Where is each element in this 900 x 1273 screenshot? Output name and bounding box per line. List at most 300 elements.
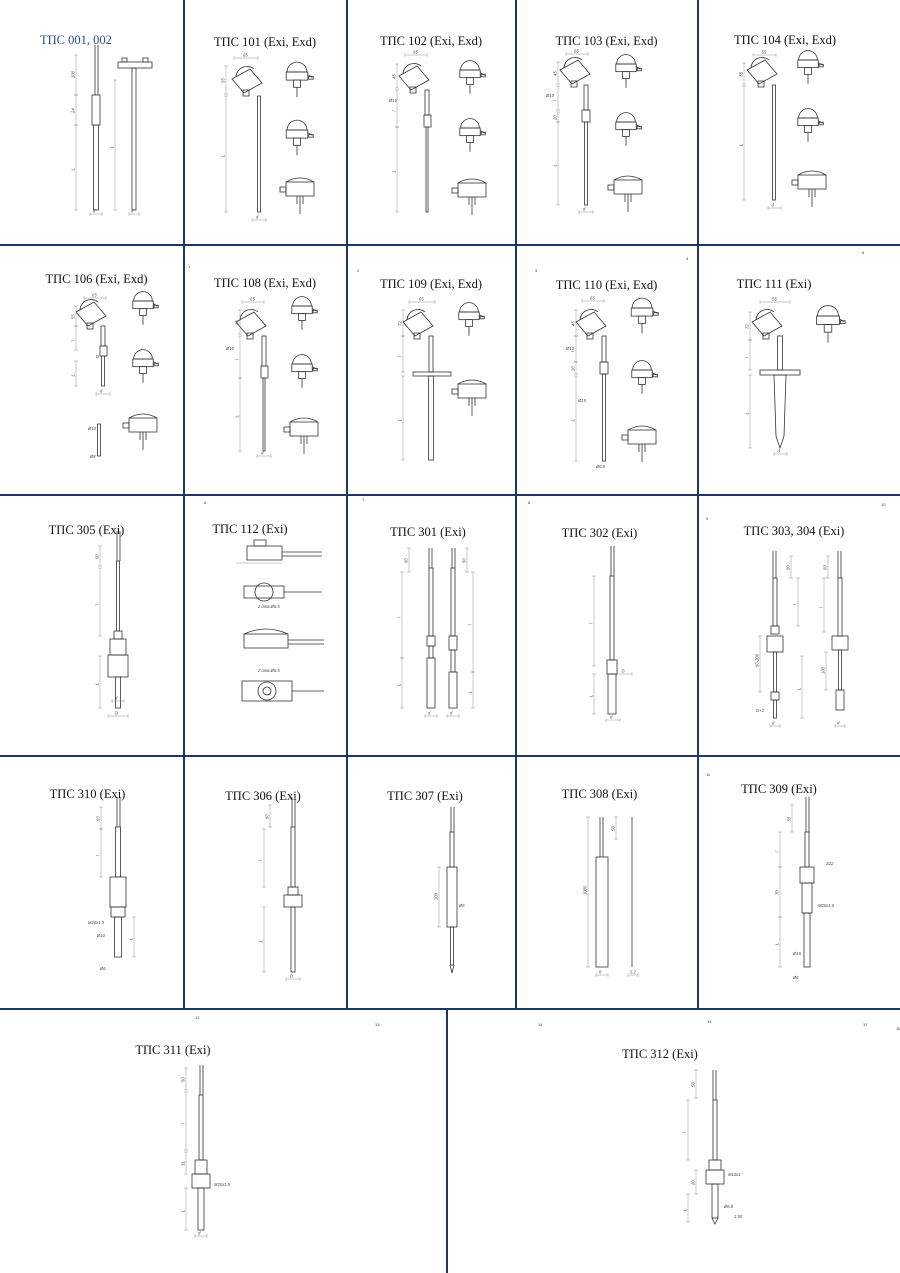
- drawing-rect: [805, 68, 812, 75]
- dimension-label: L: [682, 1208, 688, 1211]
- dimension-label: 65: [419, 296, 424, 302]
- drawing-rect: [262, 336, 266, 366]
- dimension-label: 65: [413, 49, 418, 55]
- drawing-path: [134, 292, 153, 301]
- dimension-label: l: [180, 1123, 186, 1124]
- page-number: 6: [204, 500, 207, 505]
- dimension-label: Ø6: [793, 975, 799, 980]
- dimension-label: Ø6: [459, 903, 465, 908]
- drawing-rect: [709, 1160, 721, 1170]
- cell-tps-306: [184, 757, 346, 1008]
- drawing-path: [290, 418, 318, 422]
- drawing-path: [244, 629, 288, 634]
- dimension-label: 20: [552, 115, 558, 120]
- drawing: [698, 496, 900, 755]
- drawing-rect: [805, 126, 812, 133]
- drawing-path: [617, 113, 636, 122]
- drawing-path: [614, 176, 642, 180]
- drawing-path: [774, 375, 786, 448]
- drawing: [448, 1010, 900, 1273]
- drawing-rect: [117, 561, 120, 631]
- drawing-title: ТПС 307 (Exi): [387, 789, 463, 803]
- drawing: [516, 496, 697, 755]
- dimension-label: l: [682, 1132, 688, 1133]
- drawing-rect: [596, 857, 608, 967]
- drawing-rect: [429, 376, 434, 460]
- drawing-rect: [712, 1184, 718, 1218]
- drawing-path: [458, 380, 486, 384]
- cell-tps-104: [698, 0, 900, 244]
- dimension-label: Ø10: [546, 93, 554, 98]
- dimension-label: 50: [786, 816, 792, 822]
- drawing-rect: [133, 359, 153, 367]
- dimension-label: 100: [70, 71, 76, 78]
- dimension-label: Ø10: [566, 346, 574, 351]
- dimension-label: d: [771, 202, 774, 208]
- dimension-label: 31: [180, 1161, 186, 1166]
- drawing-rect: [600, 362, 608, 374]
- dimension-label: 50: [461, 558, 467, 563]
- drawing-path: [293, 355, 312, 364]
- drawing-rect: [299, 314, 306, 321]
- dimension-label: d: [115, 695, 118, 701]
- page-number: 17: [863, 1022, 868, 1027]
- dimension-label: L: [234, 415, 240, 418]
- drawing-rect: [800, 867, 814, 883]
- drawing-rect: [129, 418, 157, 432]
- dimension-label: L: [70, 374, 76, 377]
- drawing-rect: [792, 180, 798, 185]
- drawing-rect: [94, 125, 99, 210]
- drawing-title: ТПС 302 (Exi): [561, 526, 638, 540]
- dimension-label: L: [796, 687, 802, 690]
- page-number: 9: [706, 516, 709, 521]
- cell-tps-310: [0, 757, 183, 1008]
- dimension-label: L: [391, 170, 397, 173]
- cell-tps-110: [516, 246, 697, 494]
- drawing-path: [798, 171, 826, 175]
- drawing-rect: [467, 136, 474, 143]
- drawing-rect: [198, 1188, 204, 1230]
- drawing-rect: [413, 372, 451, 376]
- cell-tps-001-002: [0, 0, 183, 244]
- drawing-rect: [838, 578, 842, 636]
- drawing-rect: [451, 927, 454, 965]
- drawing-rect: [804, 913, 810, 967]
- drawing-rect: [832, 636, 848, 650]
- drawing-path: [450, 965, 454, 973]
- cell-tps-311: [0, 1010, 446, 1273]
- dimension-label: 20: [570, 366, 576, 371]
- page-number: 14: [538, 1022, 543, 1027]
- drawing-rect: [639, 378, 646, 385]
- drawing-path: [632, 298, 652, 308]
- drawing-rect: [286, 182, 314, 196]
- drawing-path: [560, 60, 590, 84]
- dimension-label: L: [774, 942, 780, 945]
- drawing-rect: [451, 650, 455, 672]
- drawing: [347, 246, 515, 494]
- drawing-circle: [258, 682, 276, 700]
- drawing: [184, 757, 346, 1008]
- cell-tps-308: [516, 757, 697, 1008]
- dimension-label: M20x1.5: [88, 920, 105, 925]
- dimension-label: d: [131, 208, 134, 214]
- dimension-label: D: [96, 354, 100, 359]
- drawing-rect: [244, 634, 288, 648]
- drawing-path: [747, 60, 777, 84]
- drawing-rect: [773, 578, 777, 626]
- page-number: 13: [375, 1022, 380, 1027]
- drawing-title: ТПС 309 (Exi): [741, 782, 817, 796]
- dimension-label: 50: [690, 1082, 696, 1087]
- drawing-rect: [616, 64, 636, 72]
- drawing-rect: [116, 677, 121, 708]
- drawing-rect: [143, 58, 148, 62]
- drawing-rect: [607, 660, 617, 674]
- drawing-path: [293, 297, 312, 306]
- cell-tps-309: [698, 757, 900, 1008]
- drawing-rect: [771, 692, 779, 700]
- drawing-rect: [798, 175, 826, 189]
- dimension-label: d: [610, 714, 613, 720]
- drawing-rect: [819, 122, 823, 125]
- dimension-label: L: [128, 937, 134, 940]
- drawing-rect: [123, 423, 129, 428]
- drawing-rect: [798, 60, 818, 68]
- cell-tps-305: [0, 496, 183, 755]
- drawing-title: ТПС 310 (Exi): [49, 787, 126, 801]
- dimension-label: 55: [772, 296, 777, 302]
- drawing-rect: [122, 58, 127, 62]
- dimension-label: L: [258, 940, 264, 943]
- dimension-label: 1000: [582, 885, 588, 895]
- drawing-rect: [706, 1170, 724, 1184]
- drawing-path: [236, 312, 266, 336]
- drawing-rect: [92, 95, 100, 125]
- drawing-rect: [839, 650, 842, 690]
- drawing-rect: [284, 895, 302, 907]
- drawing-rect: [140, 367, 147, 374]
- dimension-label: l: [258, 860, 264, 861]
- cell-tps-103: [516, 0, 697, 244]
- drawing-rect: [140, 309, 147, 316]
- dimension-label: L: [396, 683, 402, 686]
- dimension-label: 8: [599, 969, 602, 975]
- drawing-path: [633, 361, 652, 370]
- drawing-rect: [247, 546, 282, 560]
- dimension-label: L: [588, 694, 594, 697]
- dimension-label: M20x1.5: [818, 903, 835, 908]
- drawing-rect: [623, 72, 630, 79]
- drawing-rect: [427, 658, 435, 708]
- drawing-path: [458, 179, 486, 183]
- cell-tps-111: [698, 246, 900, 494]
- dimension-label: Ø8: [90, 454, 96, 459]
- drawing-rect: [427, 636, 435, 646]
- drawing-rect: [481, 132, 485, 135]
- cell-tps-101: [184, 0, 346, 244]
- dimension-label: 65: [250, 296, 255, 302]
- drawing-rect: [637, 68, 641, 71]
- drawing-rect: [460, 70, 480, 78]
- dimension-label: 50: [822, 565, 828, 570]
- drawing-rect: [290, 422, 318, 436]
- dimension-label: L: [109, 145, 115, 148]
- drawing-title: ТПС 104 (Exi, Exd): [733, 33, 837, 47]
- drawing: [698, 757, 900, 1008]
- dimension-label: 55: [220, 78, 226, 83]
- drawing-path: [461, 119, 480, 128]
- drawing-rect: [798, 118, 818, 126]
- dimension-label: 100: [433, 893, 439, 900]
- drawing-rect: [603, 374, 606, 461]
- dimension-label: 45: [234, 320, 240, 325]
- drawing-rect: [116, 827, 121, 877]
- drawing-rect: [481, 74, 485, 77]
- drawing-rect: [480, 316, 484, 319]
- dimension-label: d: [772, 720, 775, 726]
- dimension-label: 45: [570, 321, 576, 326]
- drawing-title: ТПС 112 (Exi): [212, 522, 288, 536]
- page-number: 3: [535, 268, 538, 273]
- dimension-label: 65: [243, 52, 248, 58]
- drawing-rect: [773, 85, 776, 200]
- drawing-rect: [449, 636, 457, 650]
- drawing-path: [799, 109, 818, 118]
- drawing-rect: [449, 672, 457, 708]
- drawing-rect: [447, 867, 457, 927]
- drawing-path: [628, 426, 656, 430]
- dimension-label: D+3: [756, 708, 764, 713]
- dimension-label: L: [552, 164, 558, 167]
- drawing-rect: [101, 326, 105, 346]
- drawing-rect: [199, 1095, 203, 1160]
- drawing-rect: [286, 130, 308, 138]
- page-number: 10: [881, 502, 886, 507]
- dimension-label: d: [583, 206, 586, 212]
- drawing: [0, 496, 183, 755]
- drawing-title: ТПС 306 (Exi): [225, 789, 301, 803]
- dimension-label: Ø10: [88, 426, 96, 431]
- drawing-title: ТПС 101 (Exi, Exd): [213, 35, 317, 49]
- page-number: 11: [706, 772, 711, 777]
- drawing-circle: [263, 687, 271, 695]
- drawing-rect: [291, 907, 295, 972]
- cell-tps-307: [347, 757, 515, 1008]
- dimension-label: L: [220, 154, 226, 157]
- drawing-rect: [452, 188, 458, 193]
- dimension-label: d: [837, 720, 840, 726]
- cell-tps-109: [347, 246, 515, 494]
- page-number: 7: [362, 497, 365, 502]
- drawing-rect: [118, 62, 152, 68]
- drawing-rect: [460, 128, 480, 136]
- drawing-rect: [819, 64, 823, 67]
- cell-tps-112: [184, 496, 346, 755]
- dimension-label: l: [570, 351, 576, 352]
- drawing-rect: [291, 827, 295, 887]
- drawing-rect: [263, 378, 265, 451]
- dimension-label: 50: [403, 558, 409, 563]
- drawing: [516, 0, 697, 244]
- drawing-title: ТПС 001, 002: [40, 33, 112, 47]
- drawing-path: [752, 312, 782, 336]
- drawing: [0, 757, 183, 1008]
- dimension-label: 45: [391, 74, 397, 79]
- dimension-label: d: [100, 388, 103, 394]
- dimension-label: d: [198, 1230, 201, 1236]
- drawing-path: [129, 414, 157, 418]
- dimension-label: d: [777, 448, 780, 454]
- dimension-label: 55: [70, 314, 76, 319]
- drawing-rect: [108, 655, 128, 677]
- dimension-label: L: [180, 1209, 186, 1212]
- drawing-rect: [585, 122, 588, 205]
- drawing-path: [712, 1218, 718, 1224]
- drawing-rect: [286, 72, 308, 80]
- drawing-rect: [429, 336, 433, 372]
- dimension-label: D: [115, 710, 119, 716]
- page-number: 15: [707, 1019, 712, 1024]
- drawing-rect: [614, 180, 642, 194]
- drawing-rect: [110, 877, 126, 907]
- drawing-title: ТПС 308 (Exi): [561, 787, 638, 801]
- dimension-label: l: [396, 617, 402, 618]
- drawing: [516, 246, 697, 494]
- page-number: 16: [896, 1026, 900, 1031]
- drawing-rect: [653, 374, 657, 377]
- dimension-label: M20x1.5: [214, 1182, 231, 1187]
- dimension-label: L: [744, 412, 750, 415]
- dimension-label: L: [570, 419, 576, 422]
- drawing-rect: [110, 639, 126, 655]
- dimension-label: l: [391, 110, 397, 112]
- cell-tps-301: [347, 496, 515, 755]
- drawing: [184, 496, 346, 755]
- page-number: 2: [357, 268, 360, 273]
- drawing-rect: [242, 681, 292, 701]
- dimension-label: L: [467, 690, 473, 693]
- dimension-label: l: [234, 359, 240, 360]
- drawing-rect: [608, 674, 616, 714]
- dimension-label: 65: [761, 49, 767, 55]
- drawing-rect: [284, 427, 290, 432]
- drawing-path: [399, 66, 429, 90]
- dimension-label: 50: [264, 814, 270, 819]
- drawing-rect: [713, 1100, 717, 1160]
- page-number: 12: [195, 1015, 200, 1020]
- page-number: 5: [862, 250, 865, 255]
- drawing-rect: [836, 690, 844, 710]
- dimension-label: 50: [180, 1077, 186, 1082]
- drawing: [184, 246, 346, 494]
- drawing-title: ТПС 303, 304 (Exi): [743, 524, 845, 538]
- page-number: 4: [686, 256, 689, 261]
- drawing-rect: [154, 305, 158, 308]
- drawing-rect: [98, 424, 101, 456]
- drawing-rect: [192, 1174, 210, 1188]
- dimension-label: 3.2: [630, 969, 636, 975]
- dimension-label: Ø6: [100, 966, 106, 971]
- drawing-rect: [429, 568, 433, 636]
- dimension-label: 20: [690, 1180, 696, 1185]
- dimension-label: Ø6.5: [596, 464, 606, 469]
- dimension-label: d: [450, 710, 453, 716]
- drawing: [698, 0, 900, 244]
- dimension-label: 55: [738, 71, 744, 77]
- drawing-title: ТПС 106 (Exi, Exd): [45, 272, 148, 286]
- drawing-rect: [760, 370, 800, 375]
- dimension-label: l: [774, 851, 780, 853]
- dimension-label: l: [467, 624, 473, 625]
- dimension-label: 50-200: [754, 653, 760, 667]
- dimension-label: l: [744, 357, 750, 358]
- dimension-label: 45: [552, 71, 558, 76]
- dimension-label: Ø10: [226, 346, 234, 351]
- dimension-label: 100: [820, 667, 826, 674]
- drawing: [184, 0, 346, 244]
- drawing-rect: [608, 185, 614, 190]
- dimension-label: 24: [70, 108, 76, 113]
- drawing: [516, 757, 697, 1008]
- drawing: [347, 757, 515, 1008]
- dimension-label: L: [70, 168, 76, 171]
- cell-tps-303-304: [698, 496, 900, 755]
- drawing-title: ТПС 103 (Exi, Exd): [555, 34, 658, 48]
- drawing-rect: [824, 325, 832, 333]
- dimension-label: Ø15: [793, 951, 801, 956]
- drawing-rect: [628, 430, 656, 444]
- drawing-title: ТПС 111 (Exi): [736, 277, 812, 291]
- dimension-label: L: [94, 682, 100, 685]
- dimension-label: 65: [574, 48, 579, 54]
- drawing-rect: [429, 646, 433, 658]
- drawing-rect: [450, 832, 454, 867]
- dimension-label: d: [261, 450, 264, 456]
- dimension-label: L: [397, 418, 403, 421]
- drawing-rect: [805, 832, 809, 867]
- drawing-rect: [584, 85, 588, 110]
- drawing: [347, 0, 515, 244]
- drawing-path: [134, 350, 153, 359]
- dimension-label: d: [256, 214, 259, 220]
- dimension-label: l: [588, 623, 594, 624]
- dimension-label: Ø10: [389, 98, 397, 103]
- drawing-rect: [426, 127, 428, 212]
- dimension-label: 50: [94, 554, 100, 559]
- drawing-rect: [774, 652, 777, 692]
- drawing-rect: [452, 389, 458, 394]
- dimension-label: 2 отв.Ø6.5: [258, 604, 280, 609]
- dimension-label: l: [70, 340, 76, 341]
- drawing-path: [76, 302, 106, 326]
- drawing-rect: [195, 1160, 207, 1174]
- drawing-path: [617, 55, 636, 64]
- dimension-label: 50: [95, 816, 101, 821]
- dimension-label: 50: [785, 565, 791, 570]
- drawing: [0, 246, 183, 494]
- drawing-path: [287, 62, 307, 72]
- dimension-label: l: [94, 604, 100, 605]
- cell-tps-102: [347, 0, 515, 244]
- dimension-label: l: [552, 100, 558, 101]
- cell-tps-108: [184, 246, 346, 494]
- drawing-rect: [582, 110, 590, 122]
- drawing-title: ТПС 305 (Exi): [48, 523, 125, 537]
- dimension-label: L: [738, 143, 744, 146]
- drawing-rect: [802, 883, 812, 913]
